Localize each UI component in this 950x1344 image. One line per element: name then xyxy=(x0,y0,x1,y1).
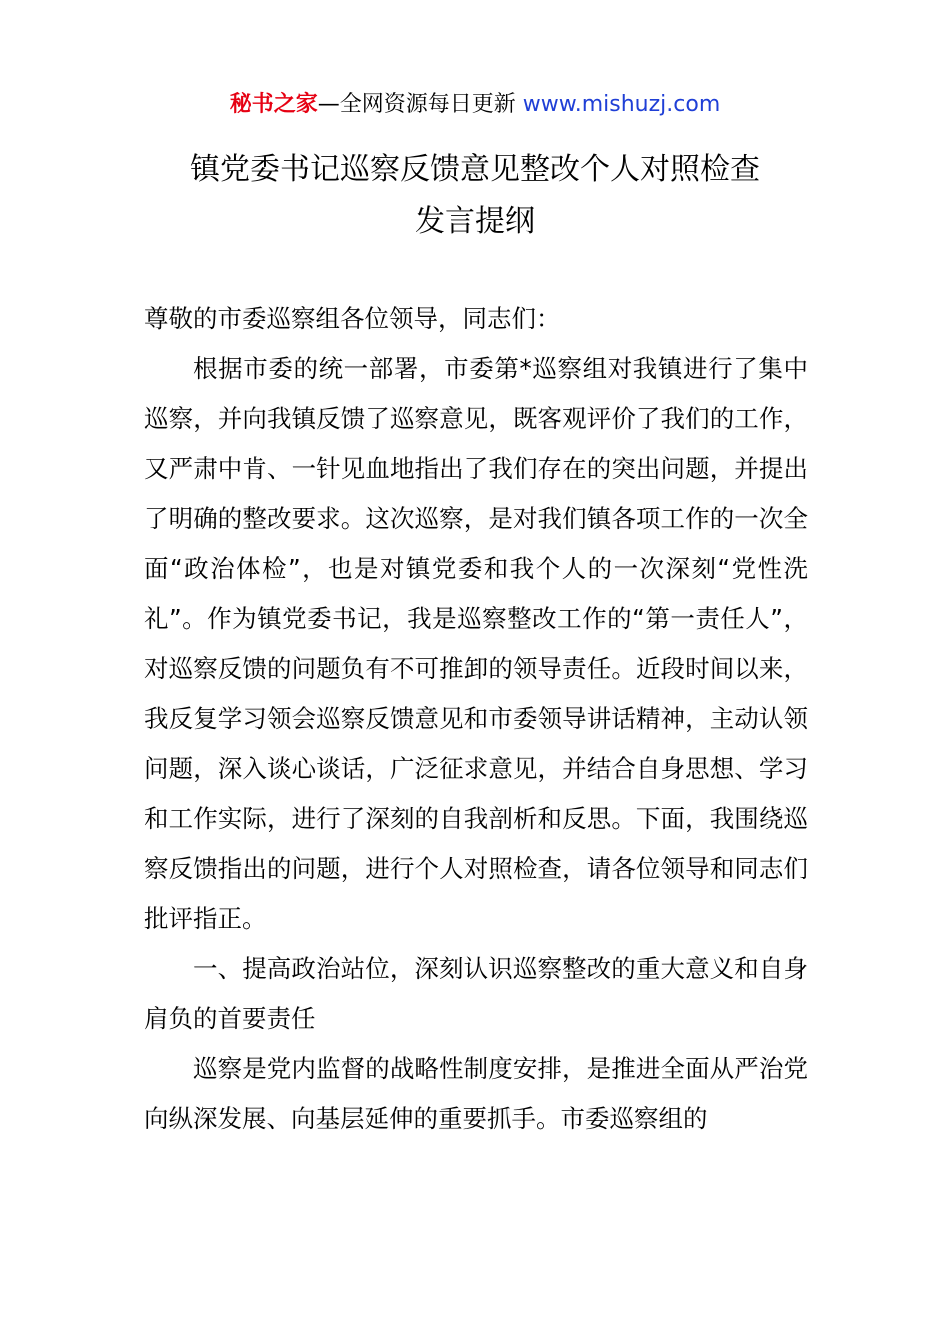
title-line-2: 发言提纲 xyxy=(415,204,535,239)
site-header xyxy=(0,88,950,122)
site-url-link[interactable]: www.mishuzj.com xyxy=(522,92,721,117)
body-paragraph: 巡察是党内监督的战略性制度安排，是推进全面从严治党向纵深发展、向基层延伸的重要抓手。市委巡察组的 xyxy=(144,1054,808,1133)
section-heading: 一、提高政治站位，深刻认识巡察整改的重大意义和自身肩负的首要责任 xyxy=(144,954,808,1033)
body-paragraph: 根据市委的统一部署，市委第*巡察组对我镇进行了集中巡察，并向我镇反馈了巡察意见，既客观评价了我们的工作，又严肃中肯、一针见血地指出了我们存在的突出问题，并提出了明确的整改要求。这次巡察，是对我们镇各项工作的一次全面“政治体检”，也是对镇党委和我个人的一次深刻“党性洗礼”。作为镇党委书记，我是巡察整改工作的“第一责任人”，对巡察反馈的问题负有不可推卸的领导责任。近段时间以来，我反复学习领会巡察反馈意见和市委领导讲话精神，主动认领问题，深入谈心谈话，广泛征求意见，并结合自身思想、学习和工作实际，进行了深刻的自我剖析和反思。下面，我围绕巡察反馈指出的问题，进行个人对照检查，请各位领导和同志们批评指正。 xyxy=(144,354,808,933)
brand-name: 秘书之家 xyxy=(229,92,318,117)
header-tagline: —全网资源每日更新 xyxy=(317,92,523,117)
document-title xyxy=(0,144,950,248)
title-line-1: 镇党委书记巡察反馈意见整改个人对照检查 xyxy=(190,152,760,187)
salutation: 尊敬的市委巡察组各位领导，同志们： xyxy=(144,304,561,333)
document-body xyxy=(144,294,808,1144)
